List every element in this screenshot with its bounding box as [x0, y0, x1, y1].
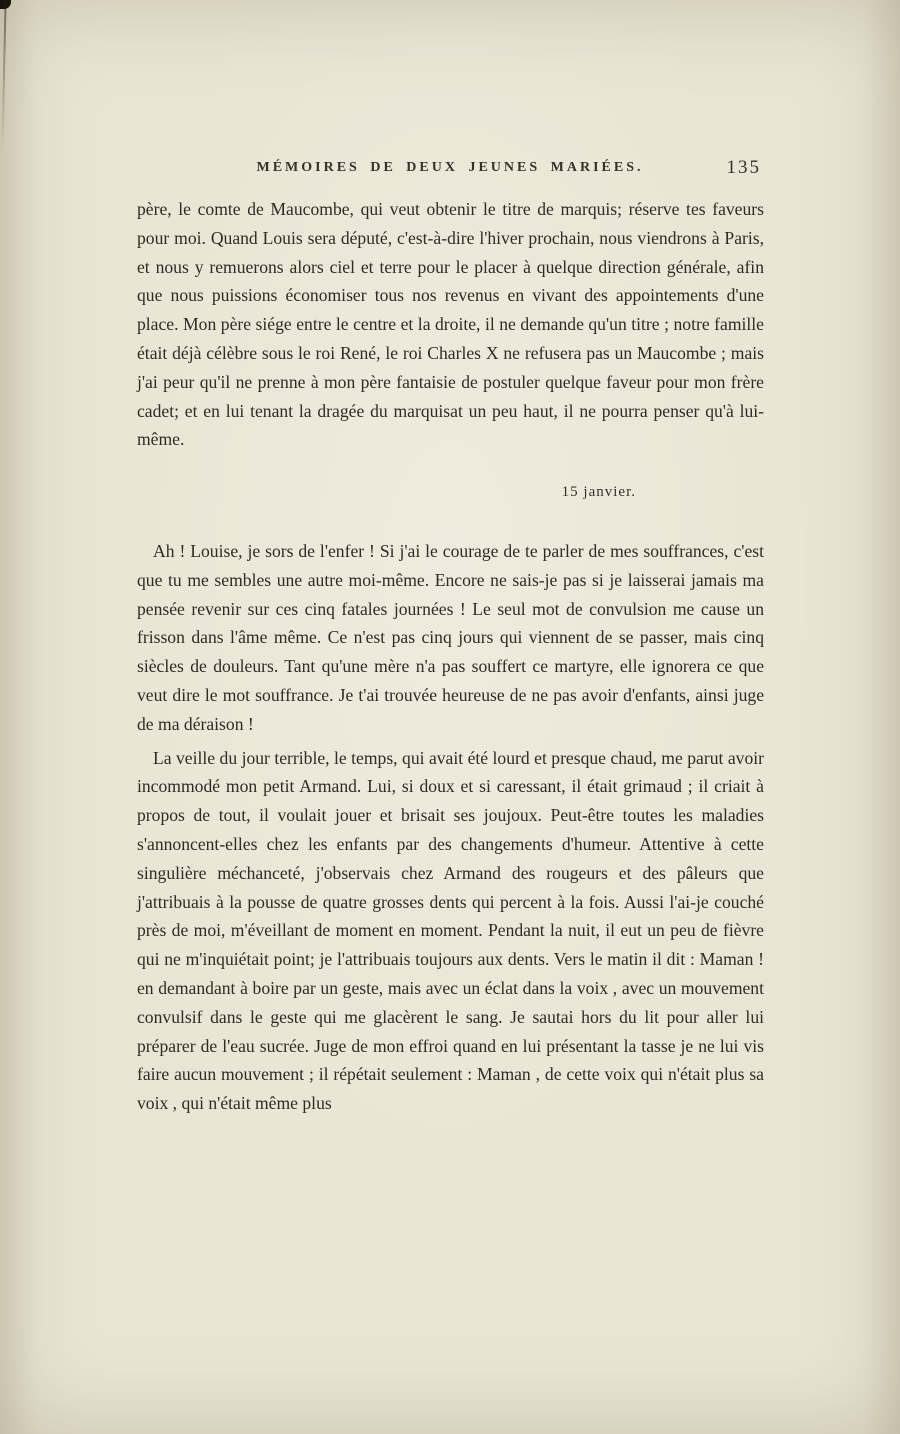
- scan-artifact-edge: [1, 0, 6, 150]
- running-title: MÉMOIRES DE DEUX JEUNES MARIÉES.: [256, 160, 644, 175]
- paragraph: Ah ! Louise, je sors de l'enfer ! Si j'ai le courage de te parler de mes souffrances, c'est que tu me sembles une autre moi-même. Encore ne sais-je pas si je laisserai jamais ma pensée revenir sur ces cinq fatales journées ! Le seul mot de convulsion me cause un frisson dans l'âme même. Ce n'est pas cinq jours qui viennent de se passer, mais cinq siècles de douleurs. Tant qu'une mère n'a pas souffert ce martyre, elle ignorera ce que veut dire le mot souffrance. Je t'ai trouvée heureuse de ne pas avoir d'enfants, ainsi juge de ma déraison !: [137, 540, 764, 734]
- text-block: [137, 195, 764, 1118]
- page-number: 135: [726, 157, 761, 178]
- page-header: [137, 157, 763, 184]
- dateline: 15 janvier.: [561, 484, 636, 501]
- paragraph: père, le comte de Maucombe, qui veut obtenir le titre de marquis; réserve tes faveurs pour moi. Quand Louis sera député, c'est-à-dire l'hiver prochain, nous viendrons à Paris, et nous y remuerons alors ciel et terre pour le placer à quelque direction générale, afin que nous puissions économiser tous nos revenus en vivant des appointements d'une place. Mon père siége entre le centre et la droite, il ne demande qu'un titre ; notre famille était déjà célèbre sous le roi René, le roi Charles X ne refusera pas un Maucombe ; mais j'ai peur qu'il ne prenne à mon père fantaisie de postuler quelque faveur pour mon frère cadet; et en lui tenant la dragée du marquisat un peu haut, il ne pourra penser qu'à lui-même.: [137, 199, 764, 450]
- paragraph: La veille du jour terrible, le temps, qui avait été lourd et presque chaud, me parut avoir incommodé mon petit Armand. Lui, si doux et si caressant, il était grimaud ; il criait à propos de tout, il voulait jouer et brisait ses joujoux. Peut-être toutes les maladies s'annoncent-elles chez les enfants par des changements d'humeur. Attentive à cette singulière méchanceté, j'observais chez Armand des rougeurs et des pâleurs que j'attribuais à la pousse de quatre grosses dents qui percent à la fois. Aussi l'ai-je couché près de moi, m'éveillant de moment en moment. Pendant la nuit, il eut un peu de fièvre qui ne m'inquiétait point; je l'attribuais toujours aux dents. Vers le matin il dit : Maman ! en demandant à boire par un geste, mais avec un éclat dans la voix , avec un mouvement convulsif dans le geste qui me glacèrent le sang. Je sautai hors du lit pour aller lui préparer de l'eau sucrée. Juge de mon effroi quand en lui présentant la tasse je ne lui vis faire aucun mouvement ; il répétait seulement : Maman , de cette voix qui n'était plus sa voix , qui n'était même plus: [137, 747, 764, 1114]
